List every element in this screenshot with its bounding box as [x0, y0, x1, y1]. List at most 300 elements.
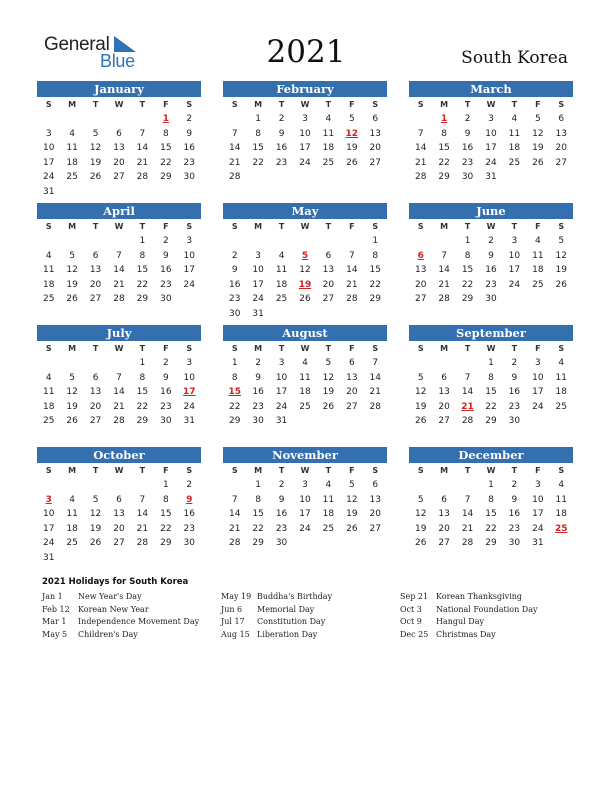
holiday-item — [42, 616, 221, 629]
day-cell: 5 — [92, 128, 99, 139]
day-cell: 18 — [42, 401, 55, 412]
empty-day-cell — [131, 551, 154, 566]
day-cell: 11 — [532, 250, 544, 261]
weekday-label: M — [440, 222, 449, 231]
day-cell: 28 — [136, 172, 149, 182]
month-march — [409, 81, 573, 193]
day-cell: 10 — [508, 250, 521, 261]
week-row — [409, 170, 573, 185]
weekday-label: M — [68, 100, 77, 109]
holiday-list-title: 2021 Holidays for South Korea — [42, 577, 189, 587]
empty-day-cell — [84, 551, 107, 566]
holiday-columns — [42, 591, 582, 641]
weekday-label: S — [558, 344, 565, 353]
day-cell: 9 — [162, 372, 169, 383]
holiday-day-cell: 15 — [228, 387, 241, 397]
weekday-label: T — [325, 344, 332, 353]
weekday-label: F — [535, 466, 541, 475]
empty-day-cell — [84, 234, 107, 249]
day-cell: 3 — [278, 358, 285, 368]
empty-day-cell — [107, 185, 130, 200]
day-cell: 18 — [555, 387, 567, 397]
day-cell: 12 — [89, 509, 102, 519]
day-cell: 7 — [372, 358, 379, 368]
empty-day-cell — [364, 536, 387, 551]
day-cell: 30 — [485, 294, 497, 304]
week-row — [37, 156, 201, 171]
holiday-date: Feb 12 — [42, 604, 70, 614]
day-cell: 4 — [325, 114, 332, 124]
day-cell: 8 — [255, 494, 261, 505]
week-row — [409, 234, 573, 249]
day-cell: 29 — [369, 294, 381, 304]
day-cell: 29 — [461, 294, 474, 304]
day-cell: 15 — [485, 387, 497, 397]
weekday-label: T — [139, 344, 146, 353]
day-cell: 10 — [532, 372, 544, 383]
day-cell: 4 — [558, 480, 565, 490]
weekday-label: T — [511, 222, 518, 231]
week-row — [409, 507, 573, 522]
day-cell: 22 — [136, 279, 149, 290]
day-cell: 6 — [92, 250, 99, 261]
day-cell: 18 — [299, 387, 311, 397]
day-cell: 19 — [89, 157, 102, 168]
weekday-label: F — [535, 222, 541, 231]
day-cell: 3 — [255, 250, 261, 261]
day-cell: 20 — [113, 523, 125, 534]
day-cell: 17 — [299, 143, 311, 153]
weekday-label: T — [464, 344, 471, 353]
day-cell: 7 — [139, 128, 146, 139]
weekday-label: S — [372, 100, 379, 109]
day-cell: 4 — [325, 480, 332, 490]
week-row — [223, 112, 387, 127]
holiday-day-cell: 19 — [298, 279, 312, 290]
day-cell: 5 — [534, 114, 541, 124]
day-cell: 17 — [183, 265, 195, 275]
holiday-item — [42, 604, 221, 617]
weekday-label: F — [163, 344, 169, 353]
empty-day-cell — [409, 234, 432, 249]
empty-day-cell — [317, 536, 340, 551]
day-cell: 26 — [346, 523, 358, 534]
day-cell: 18 — [532, 265, 544, 275]
weekday-label: F — [349, 100, 355, 109]
day-cell: 28 — [461, 538, 474, 548]
month-header: January — [37, 81, 201, 97]
week-row — [223, 493, 387, 508]
day-cell: 24 — [42, 538, 55, 548]
weekday-label: T — [139, 222, 146, 231]
empty-day-cell — [456, 356, 479, 371]
empty-day-cell — [84, 478, 107, 493]
week-row — [223, 141, 387, 156]
week-row — [37, 249, 201, 264]
day-cell: 26 — [66, 294, 78, 304]
week-row — [223, 400, 387, 415]
day-cell: 28 — [346, 294, 358, 304]
day-cell: 8 — [488, 494, 494, 505]
holiday-name: Independence Movement Day — [78, 617, 200, 626]
day-cell: 7 — [231, 128, 238, 139]
weekday-label: F — [163, 222, 169, 231]
day-cell: 10 — [183, 250, 195, 261]
day-cell: 21 — [414, 157, 427, 168]
week-row — [409, 141, 573, 156]
weekday-label: W — [114, 222, 124, 231]
holiday-item — [221, 629, 400, 642]
empty-day-cell — [37, 112, 60, 127]
day-cell: 9 — [511, 494, 518, 505]
empty-day-cell — [154, 185, 177, 200]
week-row — [37, 400, 201, 415]
day-cell: 18 — [42, 279, 55, 290]
day-cell: 25 — [532, 279, 544, 290]
week-row — [223, 278, 387, 293]
month-april — [37, 203, 201, 315]
month-header: April — [37, 203, 201, 219]
day-cell: 31 — [485, 172, 497, 182]
day-cell: 30 — [508, 538, 521, 548]
day-cell: 1 — [255, 114, 261, 124]
day-cell: 9 — [464, 128, 471, 139]
day-cell: 27 — [113, 172, 125, 182]
weekday-label: M — [68, 466, 77, 475]
holiday-name: Buddha's Birthday — [257, 592, 333, 601]
month-july — [37, 325, 201, 437]
day-cell: 11 — [299, 372, 311, 383]
week-row — [409, 292, 573, 307]
empty-day-cell — [340, 234, 363, 249]
weekday-row — [409, 219, 573, 234]
holiday-item — [221, 616, 400, 629]
day-cell: 10 — [183, 372, 195, 383]
weekday-label: T — [511, 344, 518, 353]
day-cell: 22 — [252, 523, 264, 534]
day-cell: 28 — [369, 401, 381, 412]
day-cell: 16 — [160, 387, 172, 397]
day-cell: 3 — [186, 236, 193, 246]
day-cell: 15 — [485, 509, 497, 519]
holiday-day-cell: 6 — [417, 250, 424, 261]
day-cell: 23 — [508, 523, 521, 534]
day-cell: 27 — [89, 416, 102, 426]
weekday-row — [37, 219, 201, 234]
empty-day-cell — [131, 185, 154, 200]
empty-day-cell — [409, 478, 432, 493]
day-cell: 24 — [532, 401, 544, 412]
month-june — [409, 203, 573, 315]
month-header: May — [223, 203, 387, 219]
day-cell: 16 — [461, 143, 474, 153]
week-row — [409, 371, 573, 386]
day-cell: 11 — [508, 128, 521, 139]
country-name: South Korea — [461, 48, 568, 68]
day-cell: 12 — [414, 387, 427, 397]
day-cell: 10 — [42, 509, 55, 519]
day-cell: 19 — [346, 143, 358, 153]
day-cell: 2 — [231, 250, 238, 261]
empty-day-cell — [317, 234, 340, 249]
day-cell: 13 — [89, 387, 102, 397]
day-cell: 14 — [369, 372, 381, 383]
holiday-day-cell: 12 — [345, 128, 359, 139]
empty-day-cell — [503, 292, 526, 307]
holiday-date: Aug 15 — [221, 629, 250, 639]
day-cell: 7 — [231, 494, 238, 505]
day-cell: 28 — [461, 416, 474, 426]
day-cell: 21 — [228, 157, 241, 168]
empty-day-cell — [340, 307, 363, 322]
day-cell: 29 — [160, 172, 172, 182]
week-row — [223, 156, 387, 171]
day-cell: 7 — [348, 250, 355, 261]
week-row — [37, 551, 201, 566]
weekday-label: F — [163, 466, 169, 475]
month-august — [223, 325, 387, 437]
empty-day-cell — [60, 185, 83, 200]
day-cell: 9 — [186, 128, 193, 139]
day-cell: 23 — [228, 294, 241, 304]
day-cell: 27 — [369, 523, 381, 534]
page-header — [0, 0, 612, 78]
day-cell: 19 — [555, 265, 567, 275]
holiday-date: May 5 — [42, 629, 68, 639]
weekday-row — [223, 341, 387, 356]
week-row — [223, 507, 387, 522]
day-cell: 11 — [42, 265, 55, 275]
day-cell: 26 — [322, 401, 335, 412]
day-cell: 4 — [534, 236, 541, 246]
weekday-row — [409, 463, 573, 478]
day-cell: 25 — [322, 523, 335, 534]
day-cell: 22 — [461, 279, 474, 290]
day-cell: 16 — [252, 387, 264, 397]
day-cell: 29 — [485, 538, 497, 548]
day-cell: 6 — [325, 250, 332, 261]
day-cell: 25 — [42, 416, 55, 426]
weekday-label: T — [511, 100, 518, 109]
week-row — [409, 493, 573, 508]
week-row — [409, 356, 573, 371]
day-cell: 19 — [89, 523, 102, 534]
day-cell: 14 — [346, 265, 358, 275]
holiday-day-cell: 21 — [461, 401, 474, 412]
day-cell: 24 — [299, 157, 311, 168]
day-cell: 26 — [555, 279, 567, 290]
holiday-list — [42, 577, 582, 641]
day-cell: 22 — [485, 523, 497, 534]
day-cell: 8 — [139, 372, 146, 383]
day-cell: 10 — [299, 494, 311, 505]
empty-day-cell — [131, 112, 154, 127]
week-row — [37, 478, 201, 493]
week-row — [409, 112, 573, 127]
holiday-name: New Year's Day — [78, 592, 142, 601]
weekday-label: S — [231, 222, 238, 231]
empty-day-cell — [107, 356, 130, 371]
day-cell: 21 — [113, 279, 125, 290]
day-cell: 4 — [558, 358, 565, 368]
day-cell: 5 — [558, 236, 565, 246]
day-cell: 4 — [45, 372, 52, 383]
month-november — [223, 447, 387, 559]
day-cell: 25 — [322, 157, 335, 168]
day-cell: 20 — [369, 143, 381, 153]
day-cell: 21 — [136, 157, 149, 168]
day-cell: 15 — [136, 265, 149, 275]
weekday-label: W — [486, 222, 496, 231]
weekday-label: S — [186, 344, 193, 353]
day-cell: 30 — [160, 416, 172, 426]
day-cell: 29 — [160, 538, 172, 548]
day-cell: 29 — [136, 294, 149, 304]
day-cell: 20 — [89, 401, 102, 412]
day-cell: 17 — [252, 279, 264, 290]
day-cell: 28 — [438, 294, 450, 304]
day-cell: 27 — [369, 157, 381, 168]
week-row — [37, 493, 201, 508]
week-row — [223, 127, 387, 142]
day-cell: 26 — [89, 538, 102, 548]
day-cell: 2 — [278, 114, 285, 124]
day-cell: 21 — [136, 523, 149, 534]
empty-day-cell — [154, 551, 177, 566]
day-cell: 14 — [228, 143, 241, 153]
empty-day-cell — [432, 234, 455, 249]
empty-day-cell — [432, 356, 455, 371]
day-cell: 16 — [228, 279, 241, 290]
month-december — [409, 447, 573, 559]
week-row — [409, 414, 573, 429]
weekday-label: M — [440, 466, 449, 475]
week-row — [223, 292, 387, 307]
day-cell: 22 — [136, 401, 149, 412]
day-cell: 21 — [369, 387, 381, 397]
weekday-label: F — [535, 100, 541, 109]
day-cell: 25 — [299, 401, 311, 412]
weekday-label: S — [231, 344, 238, 353]
day-cell: 23 — [183, 523, 195, 534]
week-row — [409, 385, 573, 400]
day-cell: 6 — [116, 128, 122, 139]
week-row — [409, 478, 573, 493]
day-cell: 11 — [66, 509, 78, 519]
week-row — [223, 234, 387, 249]
holiday-day-cell: 1 — [162, 114, 169, 124]
weekday-label: F — [349, 222, 355, 231]
month-header: December — [409, 447, 573, 463]
day-cell: 27 — [438, 538, 450, 548]
empty-day-cell — [60, 551, 83, 566]
day-cell: 6 — [441, 372, 447, 383]
weekday-label: W — [114, 100, 124, 109]
day-cell: 10 — [275, 372, 288, 383]
day-cell: 13 — [369, 128, 381, 139]
day-cell: 18 — [322, 509, 335, 519]
day-cell: 5 — [69, 372, 75, 383]
holiday-name: Korean New Year — [78, 604, 149, 614]
empty-day-cell — [340, 170, 363, 185]
week-row — [37, 185, 201, 200]
day-cell: 6 — [348, 358, 355, 368]
empty-day-cell — [60, 234, 83, 249]
day-cell: 21 — [113, 401, 125, 412]
day-cell: 18 — [66, 157, 78, 168]
day-cell: 15 — [461, 265, 474, 275]
day-cell: 19 — [322, 387, 335, 397]
weekday-row — [37, 97, 201, 112]
day-cell: 25 — [555, 401, 567, 412]
weekday-label: T — [325, 100, 332, 109]
week-row — [37, 127, 201, 142]
day-cell: 17 — [508, 265, 521, 275]
day-cell: 20 — [414, 279, 427, 290]
day-cell: 25 — [275, 294, 288, 304]
day-cell: 8 — [488, 372, 494, 383]
day-cell: 19 — [346, 509, 358, 519]
weekday-label: W — [486, 466, 496, 475]
week-row — [37, 292, 201, 307]
day-cell: 1 — [162, 480, 169, 490]
weekday-label: T — [278, 344, 285, 353]
week-row — [37, 278, 201, 293]
week-row — [409, 278, 573, 293]
empty-day-cell — [37, 234, 60, 249]
day-cell: 24 — [42, 172, 55, 182]
weekday-row — [223, 97, 387, 112]
day-cell: 4 — [278, 250, 285, 261]
day-cell: 2 — [186, 114, 193, 124]
day-cell: 6 — [441, 494, 447, 505]
day-cell: 2 — [255, 358, 261, 368]
day-cell: 11 — [555, 372, 567, 383]
weekday-label: W — [114, 344, 124, 353]
day-cell: 3 — [45, 128, 52, 139]
day-cell: 28 — [228, 538, 241, 548]
day-cell: 2 — [488, 236, 494, 246]
week-row — [37, 112, 201, 127]
week-row — [37, 507, 201, 522]
day-cell: 2 — [464, 114, 471, 124]
day-cell: 22 — [438, 157, 450, 168]
day-cell: 16 — [160, 265, 172, 275]
day-cell: 21 — [228, 523, 241, 534]
day-cell: 5 — [348, 480, 355, 490]
week-row — [409, 400, 573, 415]
weekday-label: W — [300, 222, 310, 231]
weekday-label: S — [372, 344, 379, 353]
day-cell: 30 — [160, 294, 172, 304]
day-cell: 15 — [160, 509, 172, 519]
day-cell: 13 — [113, 509, 125, 519]
day-cell: 19 — [414, 401, 427, 412]
day-cell: 18 — [508, 143, 521, 153]
day-cell: 20 — [346, 387, 358, 397]
day-cell: 26 — [346, 157, 358, 168]
month-header: June — [409, 203, 573, 219]
weekday-label: T — [139, 100, 146, 109]
day-cell: 9 — [488, 250, 494, 261]
weekday-label: M — [68, 222, 77, 231]
day-cell: 30 — [228, 308, 241, 319]
day-cell: 18 — [555, 509, 567, 519]
empty-day-cell — [107, 234, 130, 249]
day-cell: 8 — [372, 250, 379, 261]
week-row — [37, 170, 201, 185]
day-cell: 17 — [532, 509, 544, 519]
